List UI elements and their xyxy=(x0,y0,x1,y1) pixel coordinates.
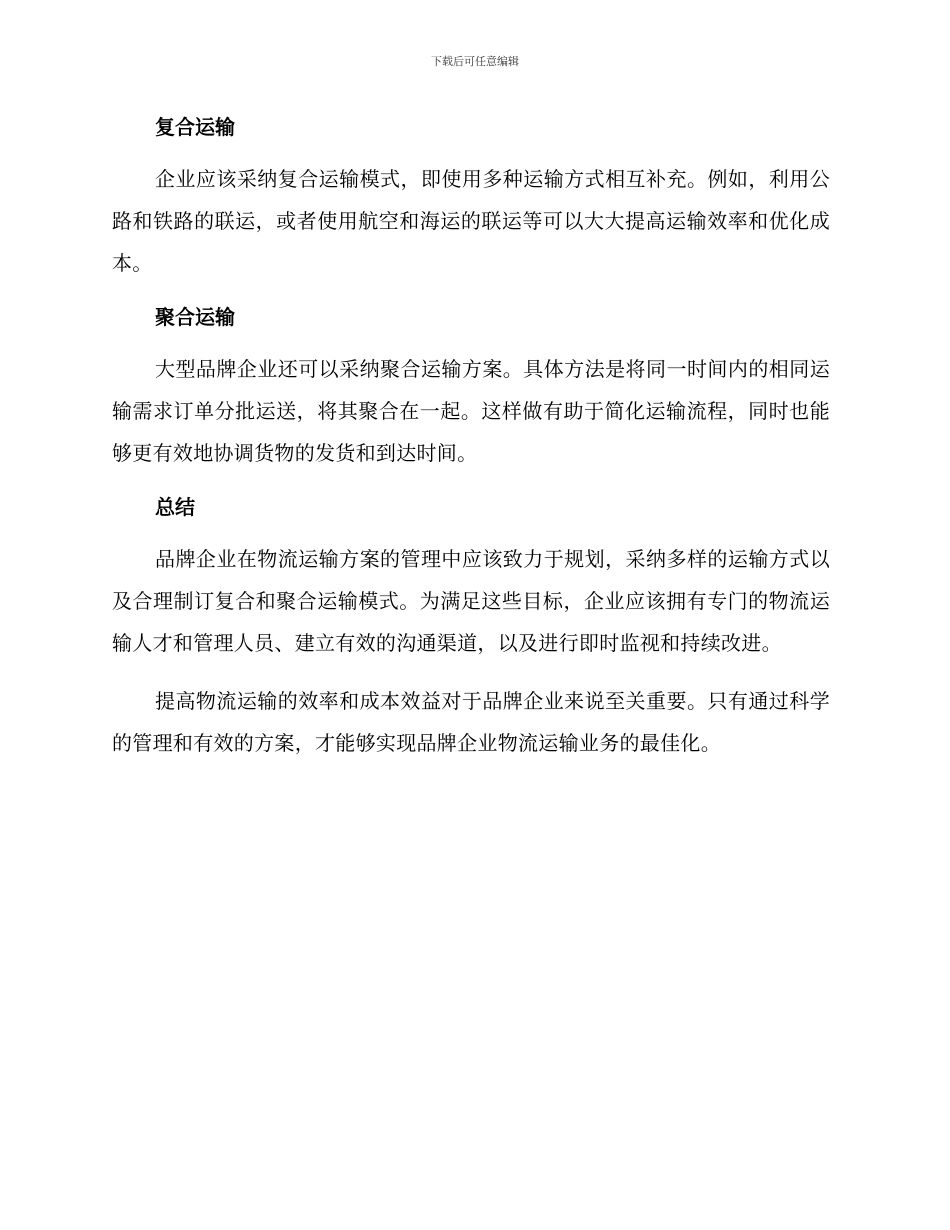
body-paragraph: 企业应该采纳复合运输模式，即使用多种运输方式相互补充。例如，利用公路和铁路的联运，或者使用航空和海运的联运等可以大大提高运输效率和优化成本。 xyxy=(112,167,830,275)
document-body xyxy=(112,110,830,780)
body-paragraph: 提高物流运输的效率和成本效益对于品牌企业来说至关重要。只有通过科学的管理和有效的方案，才能够实现品牌企业物流运输业务的最佳化。 xyxy=(112,689,830,755)
section-heading: 聚合运输 xyxy=(155,305,235,329)
header-note: 下载后可任意编辑 xyxy=(431,55,519,68)
section-heading: 复合运输 xyxy=(155,115,235,139)
section-summary xyxy=(112,490,830,764)
section-heading: 总结 xyxy=(155,495,195,519)
body-paragraph: 品牌企业在物流运输方案的管理中应该致力于规划，采纳多样的运输方式以及合理制订复合和聚合运输模式。为满足这些目标，企业应该拥有专门的物流运输人才和管理人员、建立有效的沟通渠道，以及进行即时监视和持续改进。 xyxy=(112,547,830,655)
section-aggregate-transport xyxy=(112,300,830,474)
section-composite-transport xyxy=(112,110,830,284)
body-paragraph: 大型品牌企业还可以采纳聚合运输方案。具体方法是将同一时间内的相同运输需求订单分批运送，将其聚合在一起。这样做有助于简化运输流程，同时也能够更有效地协调货物的发货和到达时间。 xyxy=(112,357,830,465)
